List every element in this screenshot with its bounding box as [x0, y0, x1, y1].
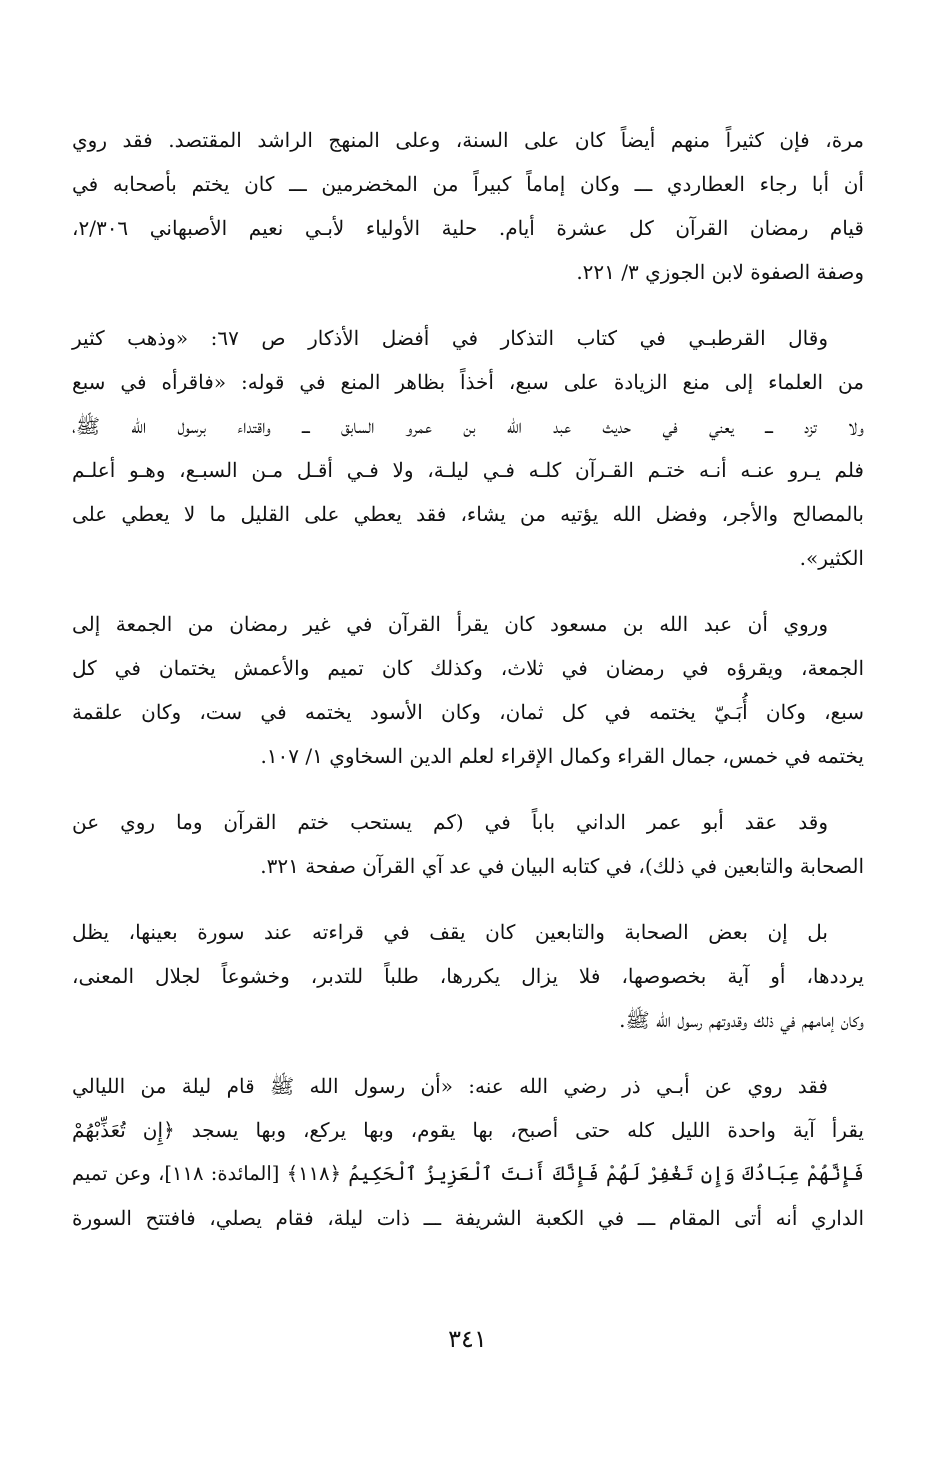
page-number: ٣٤١	[448, 1325, 487, 1353]
text-line: بالمصالح والأجر، وفضل الله يؤتيه من يشاء، فقد يعطي على القليل ما لا يعطي على	[72, 502, 864, 526]
text-line: وقال القرطبـي في كتاب التذكار في أفضل الأذكار ص ٦٧: «وذهب كثير	[72, 326, 828, 350]
text-line: الصحابة والتابعين في ذلك)، في كتابه البيان في عد آي القرآن صفحة ٣٢١.	[260, 854, 864, 878]
text-line: فلم يـرو عنـه أنـه ختـم القـرآن كلـه فـي ليلـة، ولا فـي أقـل مـن السبـع، وهـو أعلـم	[72, 458, 864, 482]
paragraph-3	[72, 602, 864, 778]
text-line: وروي أن عبد الله بن مسعود كان يقرأ القرآن في غير رمضان من الجمعة إلى	[72, 612, 829, 636]
text-line: الجمعة، ويقرؤه في رمضان في ثلاث، وكذلك كان تميم والأعمش يختمان في كل	[72, 656, 864, 680]
text-line: الكثير».	[799, 546, 864, 570]
text-line: فَإِنَّهُمْ عِبَادُكَ وَإِن تَغْفِرْ لَهُمْ فَإِنَّكَ أَنتَ ٱلْعَزِيزُ ٱلْحَكِيمُ ﴿١١٨﴾ [المائدة: ١١٨]، وعن تميم	[72, 1162, 864, 1185]
paragraph-2	[72, 316, 864, 580]
text-line: من العلماء إلى منع الزيادة على سبع، أخذاً بظاهر المنع في قوله: «فاقرأه في سبع	[72, 370, 864, 394]
text-line: يرددها، أو آية بخصوصها، فلا يزال يكررها، طلباً للتدبر، وخشوعاً لجلال المعنى،	[72, 964, 864, 988]
text-line: أن أبا رجاء العطاردي ـــ وكان إماماً كبيراً من المخضرمين ـــ كان يختم بأصحابه في	[72, 172, 864, 196]
text-line: مرة، فإن كثيراً منهم أيضاً كان على السنة، وعلى المنهج الراشد المقتصد. فقد روي	[72, 128, 864, 152]
text-line: يختمه في خمس، جمال القراء وكمال الإقراء لعلم الدين السخاوي ١/ ١٠٧.	[260, 744, 864, 768]
text-line: ولا تزد ـــ يعني في حديث عبد الله بن عمرو السابق ـــ واقتداء برسول الله ﷺ،	[72, 414, 864, 438]
page-body	[72, 118, 864, 1262]
text-line: بل إن بعض الصحابة والتابعين كان يقف في قراءته عند سورة بعينها، يظل	[72, 920, 828, 944]
text-line: فقد روي عن أبـي ذر رضي الله عنه: «أن رسول الله ﷺ قام ليلة من الليالي	[72, 1074, 828, 1098]
paragraph-5	[72, 910, 864, 1042]
text-line: يقرأ آية واحدة الليل كله حتى أصبح، بها يقوم، وبها يركع، وبها يسجد ﴿إِن تُعَذِّبْهُمْ	[72, 1118, 864, 1142]
paragraph-4	[72, 800, 864, 888]
text-line: وصفة الصفوة لابن الجوزي ٣/ ٢٢١.	[576, 260, 864, 284]
text-line: قيام رمضان القرآن كل عشرة أيام. حلية الأولياء لأبـي نعيم الأصبهاني ٢/٣٠٦،	[72, 216, 864, 240]
text-line: وكان إمامهم في ذلك وقدوتهم رسول الله ﷺ.	[619, 1008, 864, 1032]
text-line: الداري أنه أتى المقام ـــ في الكعبة الشريفة ـــ ذات ليلة، فقام يصلي، فافتتح السورة	[72, 1206, 864, 1230]
text-line: سبع، وكان أُبَـيّ يختمه في كل ثمان، وكان الأسود يختمه في ست، وكان علقمة	[72, 700, 864, 724]
paragraph-1	[72, 118, 864, 294]
paragraph-6	[72, 1064, 864, 1240]
text-line: وقد عقد أبو عمر الداني باباً في (كم يستحب ختم القرآن وما روي عن	[72, 810, 828, 834]
